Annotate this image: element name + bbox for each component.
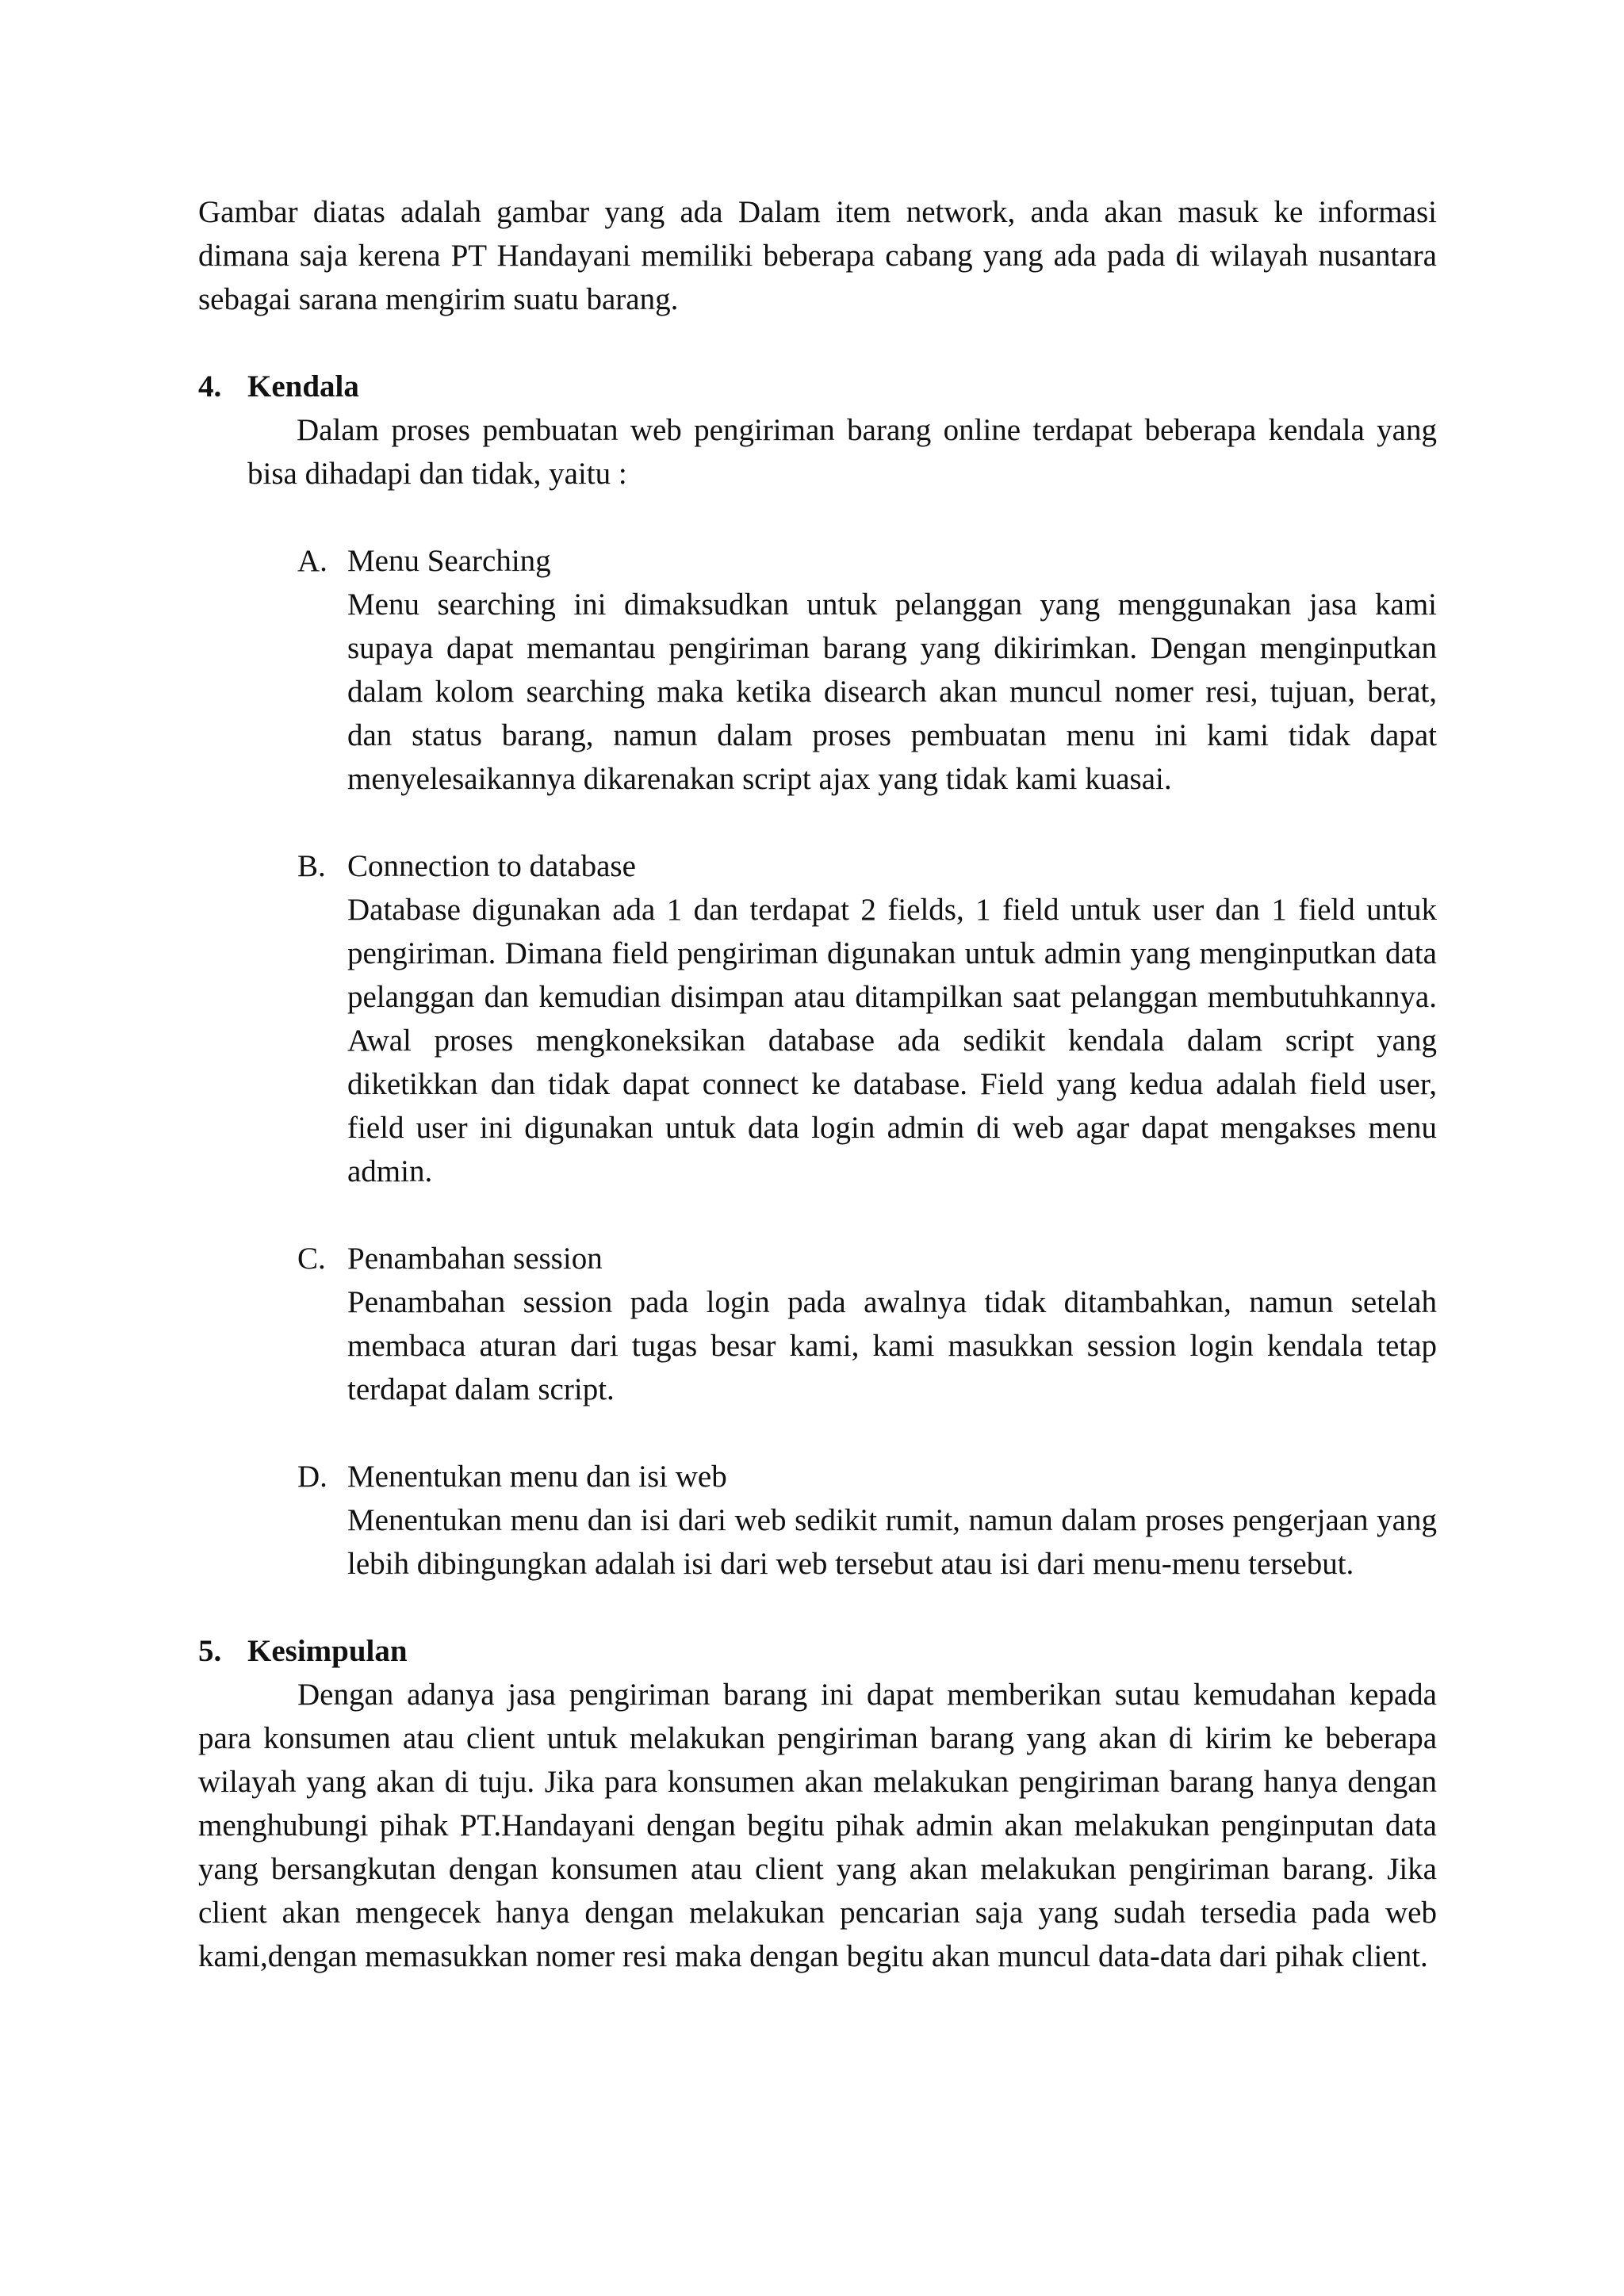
item-letter: C. [297,1242,326,1276]
section-number: 5. [198,1634,222,1668]
section-title: Kendala [247,369,359,404]
intro-paragraph: Gambar diatas adalah gambar yang ada Dalam item network, anda akan masuk ke informasi dimana saja kerena PT Handayani memiliki beberapa cabang yang ada pada di wilayah nusantara sebagai sarana mengirim suatu barang. [198,195,1437,316]
kendala-item-title [297,844,1437,888]
kendala-item-body: Penambahan session pada login pada awalnya tidak ditambahkan, namun setelah membaca aturan dari tugas besar kami, kami masukkan session login kendala tetap terdapat dalam script. [347,1285,1437,1406]
section-kendala [198,365,1437,1586]
kendala-item-menentukan-menu [297,1455,1437,1586]
document-page [198,190,1437,1978]
kendala-item-title [297,1455,1437,1498]
section-kesimpulan-body: Dengan adanya jasa pengiriman barang ini dapat memberikan sutau kemudahan kepada para konsumen atau client untuk melakukan pengiriman barang yang akan di kirim ke beberapa wilayah yang akan di tuju. Jika para konsumen akan melakukan pengiriman barang hanya dengan menghubungi pihak PT.Handayani dengan begitu pihak admin akan melakukan penginputan data yang bersangkutan dengan konsumen atau client yang akan melakukan pengiriman barang. Jika client akan mengecek hanya dengan melakukan pencarian saja yang sudah tersedia pada web kami,dengan memasukkan nomer resi maka dengan begitu akan muncul data-data dari pihak client. [198,1678,1437,1973]
kendala-item-menu-searching [297,539,1437,801]
item-title: Menu Searching [347,544,551,578]
section-kendala-body: Dalam proses pembuatan web pengiriman barang online terdapat beberapa kendala yang bisa dihadapi dan tidak, yaitu : [247,413,1437,491]
kendala-item-body: Database digunakan ada 1 dan terdapat 2 fields, 1 field untuk user dan 1 field untuk pengiriman. Dimana field pengiriman digunakan untuk admin yang menginputkan data pelanggan dan kemudian disimpan atau ditampilkan saat pelanggan membutuhkannya. Awal proses mengkoneksikan database ada sedikit kendala dalam script yang diketikkan dan tidak dapat connect ke database. Field yang kedua adalah field user, field user ini digunakan untuk data login admin di web agar dapat mengakses menu admin. [347,893,1437,1188]
section-heading-kendala [198,365,1437,408]
kendala-item-title [297,539,1437,583]
kendala-item-connection-database [297,844,1437,1193]
item-letter: A. [297,544,327,578]
kendala-item-title [297,1237,1437,1280]
section-kesimpulan [198,1629,1437,1978]
kendala-item-body: Menentukan menu dan isi dari web sedikit rumit, namun dalam proses pengerjaan yang lebih dibingungkan adalah isi dari web tersebut atau isi dari menu-menu tersebut. [347,1503,1437,1581]
kendala-item-penambahan-session [297,1237,1437,1411]
section-title: Kesimpulan [247,1634,408,1668]
kendala-list [297,539,1437,1586]
item-letter: D. [297,1460,327,1494]
item-title: Connection to database [347,849,636,883]
item-title: Penambahan session [347,1242,603,1276]
kendala-item-body: Menu searching ini dimaksudkan untuk pelanggan yang menggunakan jasa kami supaya dapat memantau pengiriman barang yang dikirimkan. Dengan menginputkan dalam kolom searching maka ketika disearch akan muncul nomer resi, tujuan, berat, dan status barang, namun dalam proses pembuatan menu ini kami tidak dapat menyelesaikannya dikarenakan script ajax yang tidak kami kuasai. [347,587,1437,796]
section-number: 4. [198,369,222,404]
item-title: Menentukan menu dan isi web [347,1460,727,1494]
section-heading-kesimpulan [198,1629,1437,1673]
item-letter: B. [297,849,326,883]
